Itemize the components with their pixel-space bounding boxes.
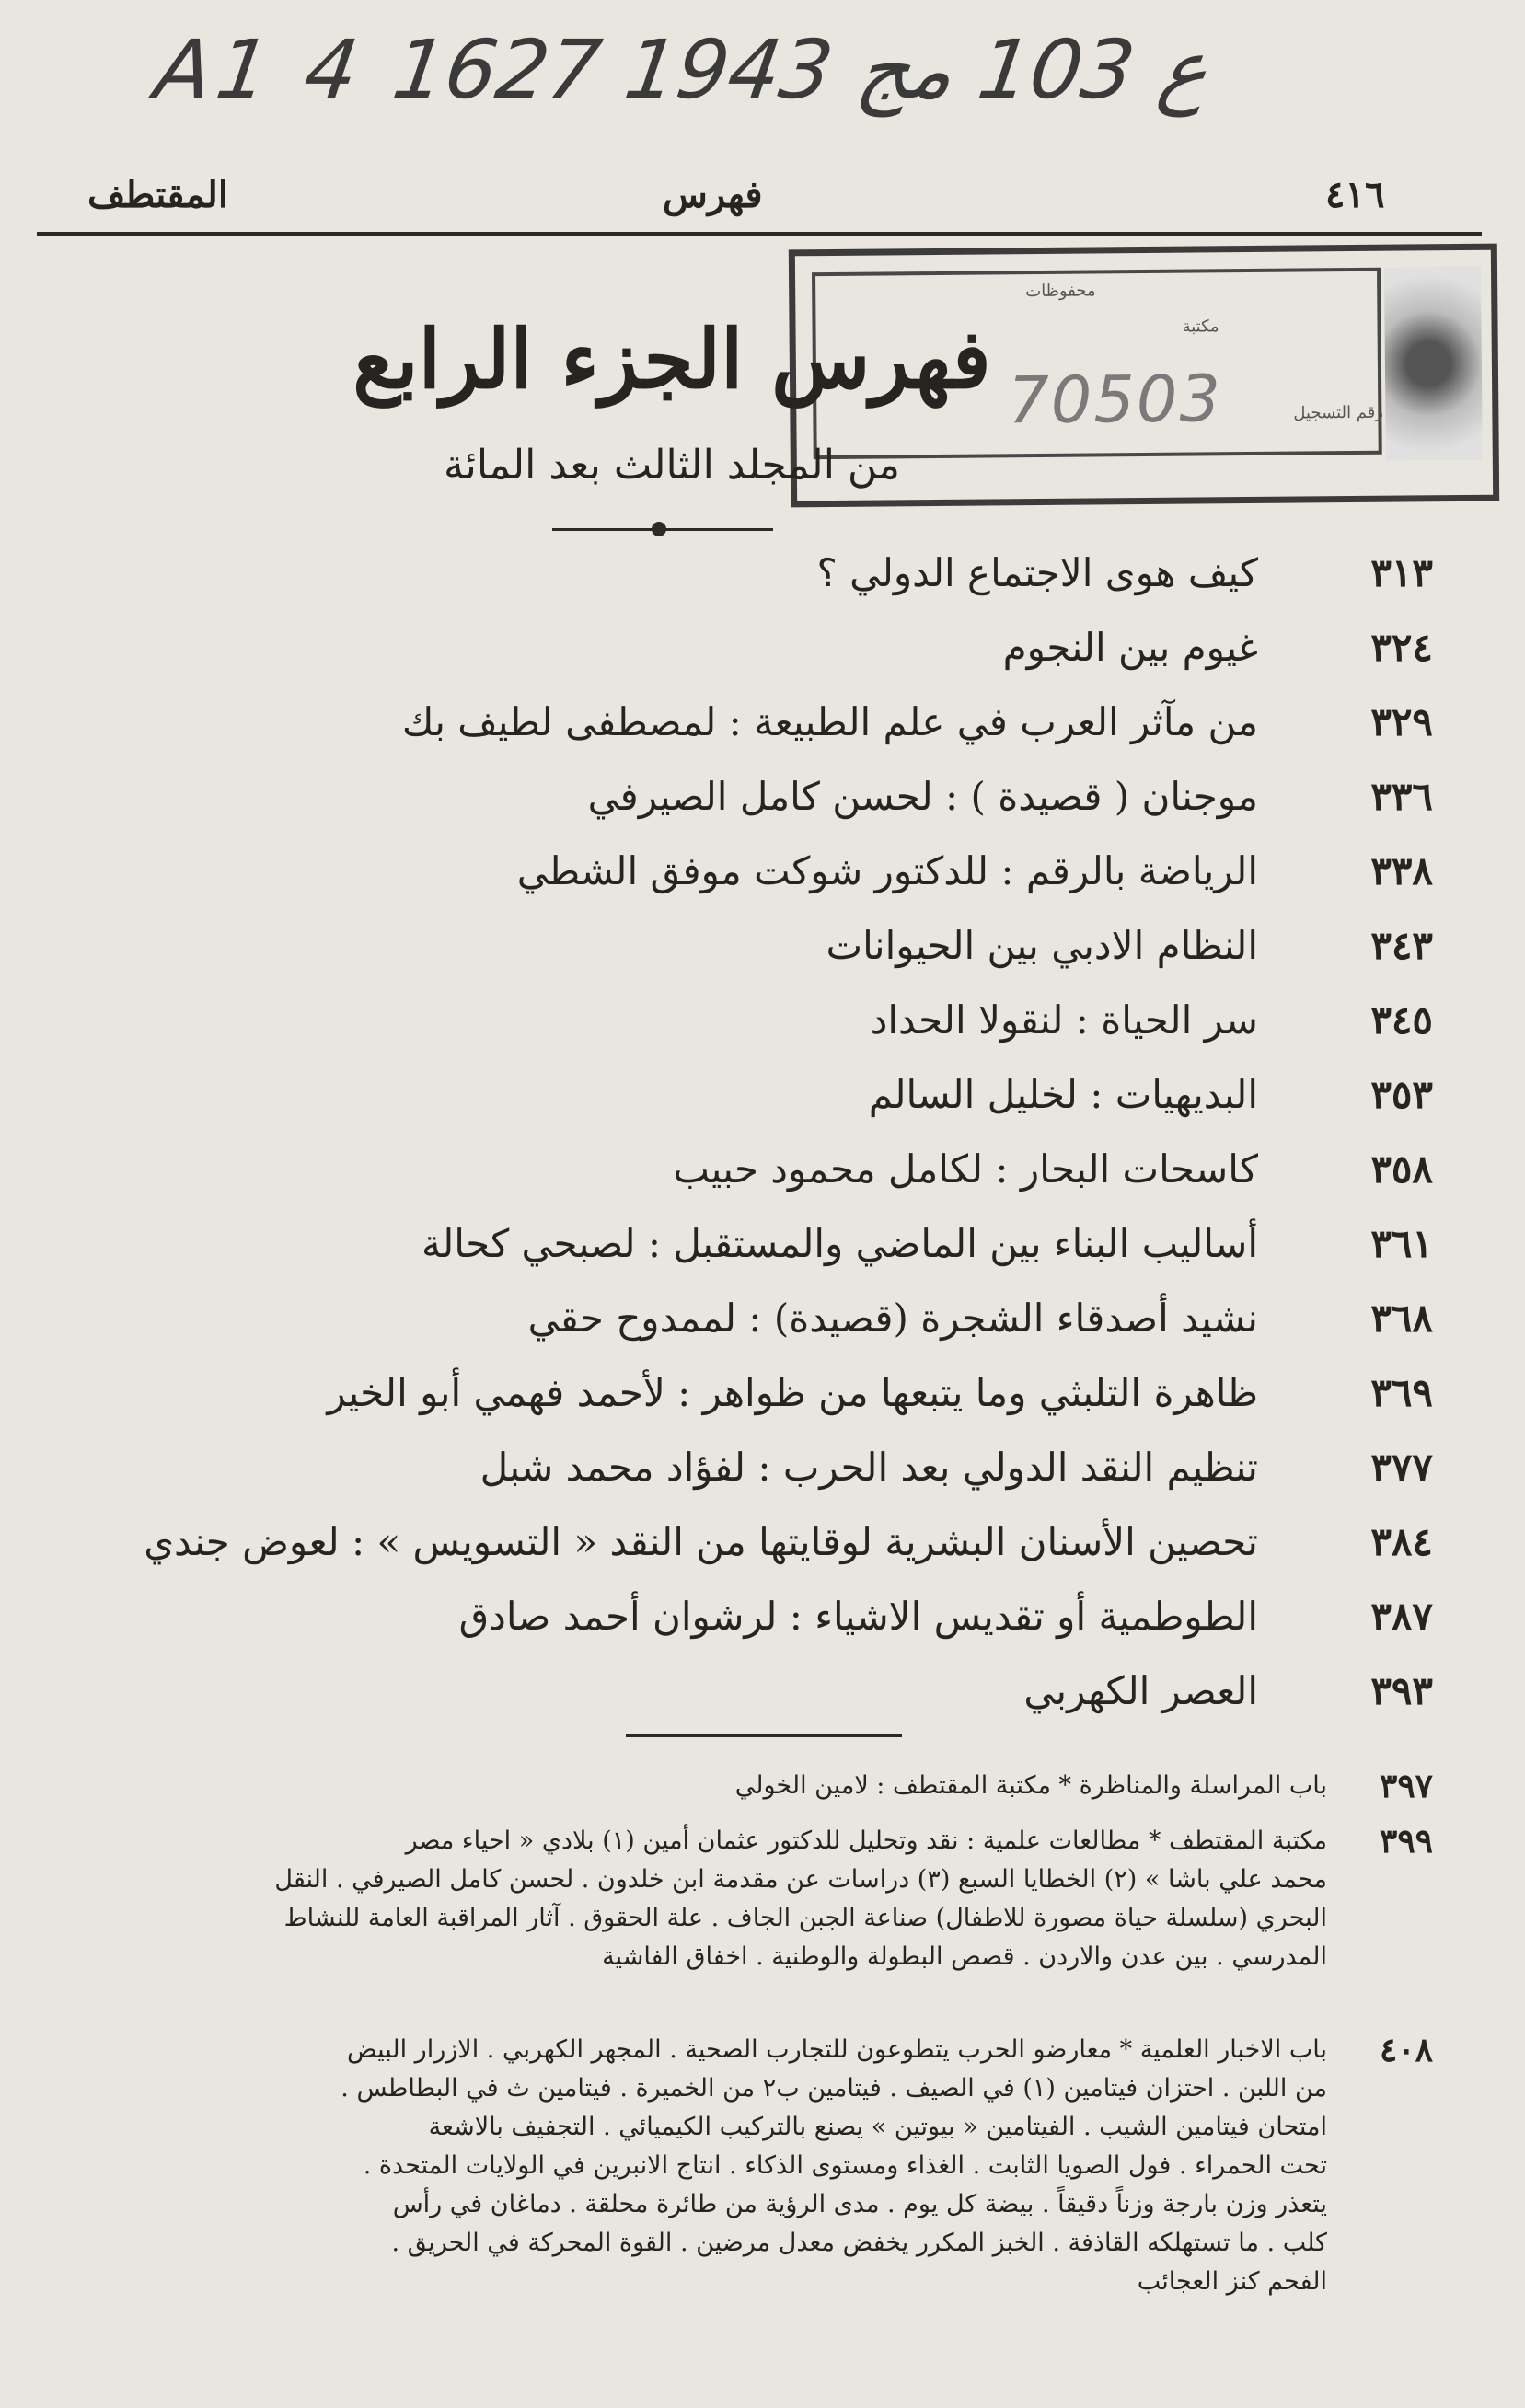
toc-entry bbox=[0, 848, 1525, 922]
toc-entry bbox=[0, 1519, 1525, 1593]
toc-entry-page: ٣٣٨ bbox=[1370, 848, 1433, 893]
toc-entry-page: ٣٧٧ bbox=[1370, 1445, 1433, 1490]
toc-entry-title: تنظيم النقد الدولي بعد الحرب : لفؤاد محمد شبل bbox=[479, 1445, 1258, 1490]
toc-entry-title: تحصين الأسنان البشرية لوقايتها من النقد « التسويس » : لعوض جندي bbox=[144, 1519, 1258, 1564]
toc-entry-title: غيوم بين النجوم bbox=[1002, 625, 1258, 670]
section-page: ٤٠٨ bbox=[1379, 2031, 1433, 2069]
title-ornament bbox=[552, 528, 773, 531]
section-line: الفحم كنز العجائب bbox=[1137, 2267, 1327, 2296]
toc-entry-title: كيف هوى الاجتماع الدولي ؟ bbox=[816, 550, 1258, 595]
section-page: ٣٩٧ bbox=[1379, 1767, 1433, 1805]
section-line: باب المراسلة والمناظرة * مكتبة المقتطف : لامين الخولي bbox=[734, 1771, 1327, 1800]
header-section: فهرس bbox=[663, 173, 763, 216]
section-line: كلب . ما تستهلكه القاذفة . الخبز المكرر يخفض معدل مرضين . القوة المحركة في الحريق . bbox=[391, 2229, 1327, 2257]
header-page-number: ٤١٦ bbox=[1325, 173, 1385, 216]
toc-entry-page: ٣٣٦ bbox=[1370, 774, 1433, 819]
toc-entry-title: البديهيات : لخليل السالم bbox=[868, 1072, 1258, 1117]
toc-entry-page: ٣٦٨ bbox=[1370, 1296, 1433, 1341]
stamp-registration-number: 70503 bbox=[1007, 361, 1223, 439]
toc-entry bbox=[0, 1594, 1525, 1667]
toc-entry bbox=[0, 1072, 1525, 1146]
toc-entry-page: ٣٢٤ bbox=[1370, 625, 1433, 670]
toc-entry bbox=[0, 1445, 1525, 1518]
stamp-line-1: محفوظات bbox=[1025, 281, 1096, 302]
toc-entry-page: ٣٢٩ bbox=[1370, 699, 1433, 744]
toc-entry-title: النظام الادبي بين الحيوانات bbox=[826, 923, 1258, 968]
toc-entry-title: من مآثر العرب في علم الطبيعة : لمصطفى لطيف بك bbox=[401, 699, 1258, 744]
section-line: البحري (سلسلة حياة مصورة للاطفال) صناعة الجبن الجاف . علة الحقوق . آثار المراقبة العامة للنشاط bbox=[283, 1904, 1327, 1932]
toc-entry-title: نشيد أصدقاء الشجرة (قصيدة) : لممدوح حقي bbox=[527, 1296, 1258, 1341]
stamp-line-2: مكتبة bbox=[1182, 317, 1219, 337]
toc-entry-page: ٣٥٣ bbox=[1370, 1072, 1433, 1117]
toc-entry-title: موجنان ( قصيدة ) : لحسن كامل الصيرفي bbox=[587, 774, 1258, 819]
toc-entry bbox=[0, 1370, 1525, 1444]
toc-entry bbox=[0, 923, 1525, 997]
toc-entry bbox=[0, 550, 1525, 624]
toc-entry-page: ٣١٣ bbox=[1370, 550, 1433, 595]
toc-entry-title: الرياضة بالرقم : للدكتور شوكت موفق الشطي bbox=[516, 848, 1258, 893]
toc-entry bbox=[0, 1668, 1525, 1742]
toc-entry-title: ظاهرة التلبثي وما يتبعها من ظواهر : لأحمد فهمي أبو الخير bbox=[327, 1370, 1258, 1415]
header-rule bbox=[37, 232, 1482, 236]
toc-entry bbox=[0, 625, 1525, 698]
toc-entry-page: ٣٥٨ bbox=[1370, 1146, 1433, 1192]
toc-entry bbox=[0, 1146, 1525, 1220]
toc-entry-page: ٣٩٣ bbox=[1370, 1668, 1433, 1713]
toc-entry bbox=[0, 1296, 1525, 1369]
toc-entry bbox=[0, 699, 1525, 773]
stamp-label: رقم التسجيل bbox=[1293, 402, 1384, 423]
toc-entry-page: ٣٨٧ bbox=[1370, 1594, 1433, 1639]
section-line: يتعذر وزن بارجة وزناً دقيقاً . بيضة كل يوم . مدى الرؤية من طائرة محلقة . دماغان في رأس bbox=[392, 2190, 1327, 2218]
section-line: المدرسي . بين عدن والاردن . قصص البطولة والوطنية . اخفاق الفاشية bbox=[602, 1942, 1327, 1971]
toc-entry bbox=[0, 774, 1525, 847]
toc-entry-title: الطوطمية أو تقديس الاشياء : لرشوان أحمد صادق bbox=[458, 1594, 1258, 1639]
toc-entry-title: سر الحياة : لنقولا الحداد bbox=[870, 997, 1258, 1043]
section-line: مكتبة المقتطف * مطالعات علمية : نقد وتحليل للدكتور عثمان أمين (١) بلادي « احياء مصر bbox=[405, 1826, 1327, 1855]
toc-entry-page: ٣٤٣ bbox=[1370, 923, 1433, 968]
section-line: من اللبن . احتزان فيتامين (١) في الصيف . فيتامين ب٢ من الخميرة . فيتامين ث في البطاطس . bbox=[341, 2074, 1327, 2103]
section-divider bbox=[626, 1734, 902, 1737]
toc-entry-page: ٣٦٩ bbox=[1370, 1370, 1433, 1415]
header-journal-name: المقتطف bbox=[87, 173, 228, 216]
toc-entry bbox=[0, 1221, 1525, 1295]
section-line: باب الاخبار العلمية * معارضو الحرب يتطوعون للتجارب الصحية . المجهر الكهربي . الازرار البيض bbox=[347, 2035, 1327, 2064]
page-title: فهرس الجزء الرابع bbox=[352, 311, 991, 407]
section-line: امتحان فيتامين الشيب . الفيتامين « بيوتين » يصنع بالتركيب الكيميائي . التجفيف بالاشعة bbox=[428, 2113, 1327, 2141]
toc-entry-page: ٣٤٥ bbox=[1370, 997, 1433, 1043]
toc-entry bbox=[0, 997, 1525, 1071]
toc-entry-page: ٣٦١ bbox=[1370, 1221, 1433, 1266]
toc-entry-title: كاسحات البحار : لكامل محمود حبيب bbox=[673, 1146, 1258, 1192]
page-subtitle: من المجلد الثالث بعد المائة bbox=[444, 442, 900, 489]
section-line: تحت الحمراء . فول الصويا الثابت . الغذاء ومستوى الذكاء . انتاج الانبرين في الولايات المتحدة . bbox=[363, 2151, 1327, 2180]
toc-entry-title: أساليب البناء بين الماضي والمستقبل : لصبحي كحالة bbox=[421, 1221, 1258, 1266]
section-line: محمد علي باشا » (٢) الخطايا السبع (٣) دراسات عن مقدمة ابن خلدون . لحسن كامل الصيرفي . النقل bbox=[274, 1865, 1327, 1894]
toc-entry-page: ٣٨٤ bbox=[1370, 1519, 1433, 1564]
stamp-seal-image bbox=[1384, 267, 1483, 461]
section-page: ٣٩٩ bbox=[1379, 1822, 1433, 1861]
handwritten-catalog-note: A1 4 ع 103 مج 1943 1627 bbox=[149, 22, 1215, 117]
toc-entry-title: العصر الكهربي bbox=[1023, 1668, 1258, 1713]
